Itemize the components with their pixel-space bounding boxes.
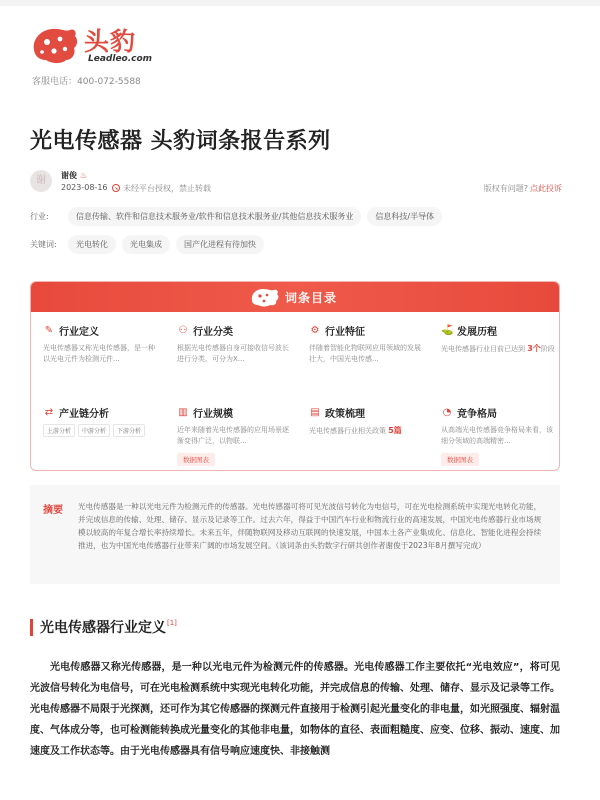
- catalog-item-scale[interactable]: [177, 405, 295, 466]
- leadleo-logo[interactable]: [30, 22, 180, 68]
- feature-icon: ⚙: [310, 325, 320, 336]
- catalog-item-title: 行业定义: [59, 327, 99, 338]
- section-accent-bar: [30, 619, 33, 636]
- chip-midstream[interactable]: 中游分析: [78, 424, 110, 437]
- catalog-item-definition[interactable]: [43, 323, 161, 365]
- copyright-report: [484, 183, 562, 194]
- catalog-item-title: 行业分类: [193, 327, 233, 338]
- catalog-item-title: 产业链分析: [59, 409, 109, 420]
- catalog-item-title: 行业规模: [193, 409, 233, 420]
- industry-tag[interactable]: 信息科技/半导体: [367, 207, 442, 226]
- desc-text: 光电传感器行业目前已达到: [441, 345, 528, 353]
- catalog-item-desc: [441, 343, 559, 355]
- catalog-item-desc: 从高端光电传感器竞争格局来看，该细分领域的高端精密...: [441, 426, 553, 445]
- notice-text: 未经平台授权，禁止转载: [123, 184, 211, 193]
- hotline-label: 客服电话：: [32, 77, 78, 87]
- author-badge-icon: ♨: [80, 171, 88, 180]
- catalog-item-title: 政策梳理: [325, 409, 365, 420]
- policy-count: 5篇: [388, 426, 402, 435]
- desc-text: 光电传感器行业相关政策: [309, 427, 389, 435]
- top-strip: [0, 0, 600, 6]
- abstract-text: 光电传感器是一种以光电元件为检测元件的传感器。光电传感器可将可见光波信号转化为电信号，可在光电检测系统中实现光电转化功能，并完成信息的传输、处理、储存、显示及记录等工作。过去六年，得益于中国汽车行业和物流行业的高速发展，中国光电传感器行业市场规模以较高的年复合增长率持续增长。未来五年，伴随物联网及移动互联网的快速发展，中国本土各产业集成化、信息化、智能化进程会持续推进，也为中国光电传感器行业带来广阔的市场发展空间。（该词条由头豹数字行研共创作者谢俊于2023年8月撰写完成）: [78, 502, 542, 550]
- chain-chips: [43, 424, 161, 437]
- logo-domain: Leadleo.com: [88, 54, 153, 64]
- chip-downstream[interactable]: 下游分析: [113, 424, 145, 437]
- publish-date: 2023-08-16: [61, 183, 108, 192]
- catalog-item-desc: 近年来随着光电传感器的应用场景逐渐变得广泛，以物联...: [177, 426, 289, 445]
- keyword-label: 关键词:: [30, 240, 57, 249]
- desc-text: 阶段: [540, 345, 555, 353]
- copyright-notice: [112, 183, 211, 194]
- keyword-tag[interactable]: 光电转化: [68, 235, 116, 254]
- data-chart-chip[interactable]: 数据图表: [177, 453, 215, 466]
- abstract-label: 摘要: [43, 505, 63, 516]
- industry-row: [30, 207, 448, 226]
- chain-icon: ⇄: [44, 407, 54, 418]
- customer-hotline: [32, 74, 141, 87]
- industry-tag[interactable]: 信息传输、软件和信息技术服务业/软件和信息技术服务业/其他信息技术服务业: [68, 207, 361, 226]
- stage-count: 3个: [527, 344, 541, 353]
- catalog-item-policy[interactable]: [309, 405, 427, 437]
- author-name-text: 谢俊: [61, 171, 77, 180]
- leopard-icon: [250, 287, 280, 307]
- abstract-box: [30, 485, 560, 584]
- report-link[interactable]: 点此投诉: [530, 184, 562, 193]
- catalog-item-title: 竞争格局: [457, 409, 497, 420]
- catalog-item-chain[interactable]: [43, 405, 161, 437]
- data-chart-chip[interactable]: 数据图表: [441, 453, 479, 466]
- chip-upstream[interactable]: 上游分析: [43, 424, 75, 437]
- reference-link[interactable]: [1]: [167, 619, 177, 627]
- catalog-item-desc: 伴随着智能化物联网应用领域的发展壮大，中国光电传感...: [309, 344, 421, 363]
- section-body: 光电传感器又称光传感器，是一种以光电元件为检测元件的传感器。光电传感器工作主要依托“光电效应”，将可见光波信号转化为电信号，可在光电检测系统中实现光电转化功能，并完成信息的传输、处理、储存、显示及记录等工作。光电传感器不局限于光探测，还可作为其它传感器的探测元件直接用于检测引起光量变化的非电量，如光照强度、辐射温度、气体成分等，也可检测能转换成光量变化的其他非电量，如物体的直径、表面粗糙度、应变、位移、振动、速度、加速度及工作状态等。由于光电传感器具有信号响应速度快、非接触测: [30, 662, 560, 757]
- competition-icon: ◔: [442, 407, 452, 418]
- keyword-row: [30, 235, 270, 254]
- catalog-panel: [30, 281, 560, 471]
- section-heading: [30, 617, 177, 637]
- catalog-item-desc: 根据光电传感器自身可接收信号波长进行分类，可分为X...: [177, 344, 289, 363]
- prohibited-icon: [112, 184, 120, 192]
- page-title: 光电传感器 头豹词条报告系列: [30, 129, 331, 154]
- catalog-item-title: 行业特征: [325, 327, 365, 338]
- keyword-tag[interactable]: 光电集成: [122, 235, 170, 254]
- industry-label: 行业:: [30, 212, 49, 221]
- classification-icon: ⚇: [178, 325, 188, 336]
- catalog-item-classification[interactable]: [177, 323, 295, 365]
- report-question: 版权有问题?: [483, 184, 528, 193]
- definition-icon: ✎: [44, 325, 54, 336]
- section-title: 光电传感器行业定义: [40, 620, 166, 636]
- hotline-number: 400-072-5588: [77, 77, 141, 87]
- policy-icon: ▤: [310, 407, 320, 418]
- catalog-header: [31, 282, 559, 312]
- keyword-tag[interactable]: 国产化进程有待加快: [176, 235, 264, 254]
- catalog-item-title: 发展历程: [457, 327, 497, 338]
- catalog-item-history[interactable]: [441, 323, 559, 355]
- catalog-item-feature[interactable]: [309, 323, 427, 365]
- history-icon: ⛳: [441, 325, 454, 336]
- logo-text: 头豹: [84, 27, 137, 56]
- scale-icon: ▥: [178, 407, 188, 418]
- leopard-icon: [30, 24, 80, 66]
- author-name[interactable]: [61, 170, 87, 181]
- avatar: 谢: [30, 170, 52, 192]
- catalog-heading: 词条目录: [285, 291, 338, 305]
- catalog-item-desc: 光电传感器又称光电传感器，是一种以光电元件为检测元件...: [43, 344, 155, 363]
- catalog-item-desc: [309, 425, 427, 437]
- catalog-item-competition[interactable]: [441, 405, 559, 466]
